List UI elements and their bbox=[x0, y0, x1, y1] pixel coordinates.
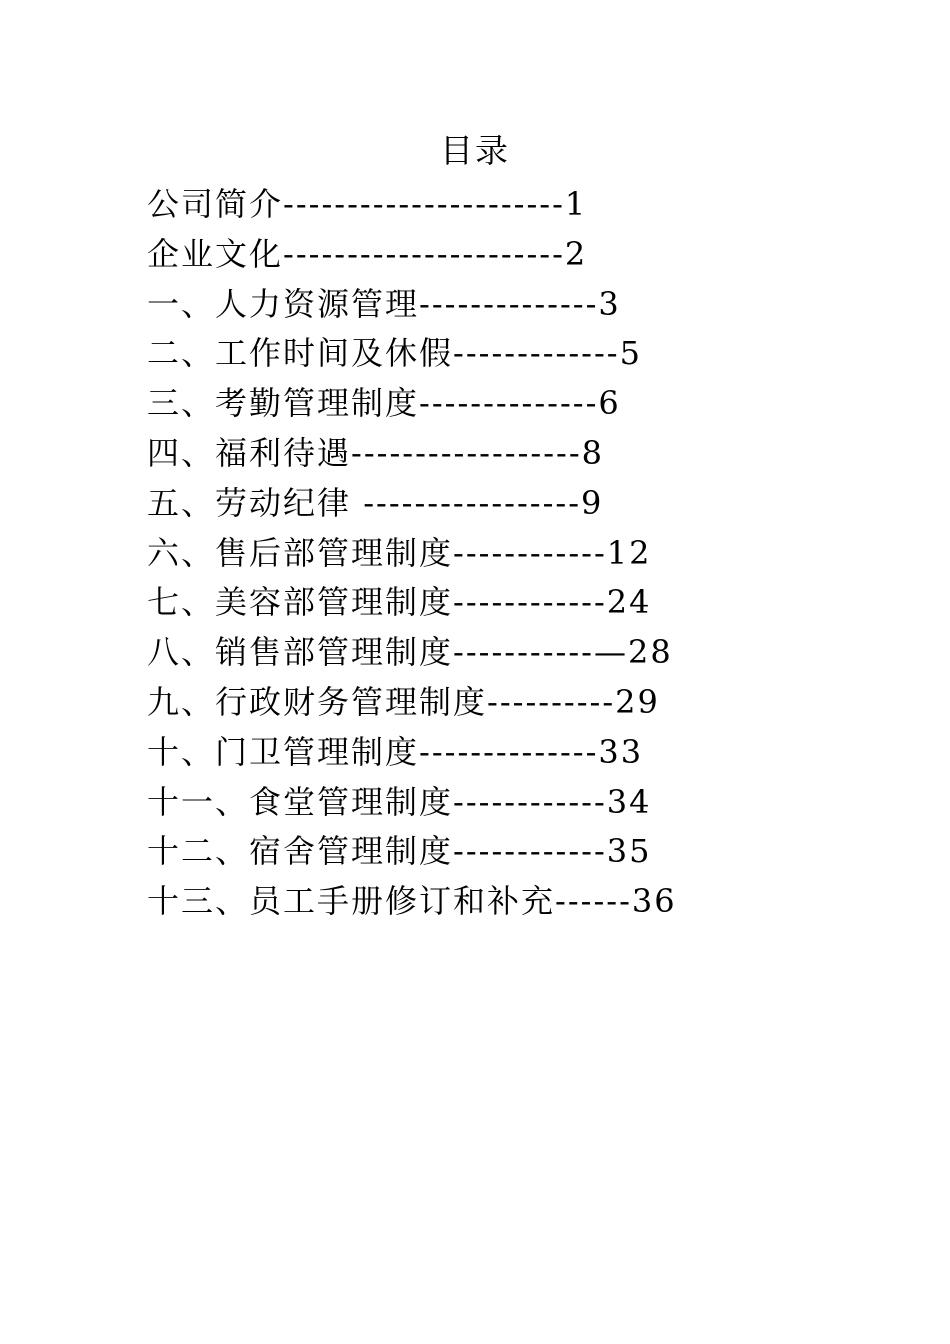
toc-entry-label: 十二、宿舍管理制度 bbox=[147, 832, 454, 871]
toc-entry-page: 12 bbox=[606, 533, 652, 572]
toc-entry bbox=[147, 678, 707, 728]
toc-entry-label: 企业文化 bbox=[147, 234, 284, 273]
toc-entry-leader: ------------ bbox=[453, 583, 607, 622]
toc-entry-label: 二、工作时间及休假 bbox=[147, 334, 454, 373]
toc-entry-page: 1 bbox=[564, 185, 588, 223]
toc-entry-leader: -------------- bbox=[419, 384, 599, 423]
toc-entry-label: 一、人力资源管理 bbox=[147, 284, 420, 323]
toc-entry bbox=[147, 578, 707, 628]
toc-list bbox=[147, 180, 707, 927]
toc-entry-leader: ---------- bbox=[487, 682, 616, 721]
toc-entry-label: 三、考勤管理制度 bbox=[147, 384, 420, 423]
toc-entry-leader: ------------------ bbox=[351, 433, 582, 472]
toc-entry bbox=[147, 827, 707, 877]
toc-entry-label: 十一、食堂管理制度 bbox=[147, 782, 454, 821]
toc-entry bbox=[147, 379, 707, 429]
toc-entry-label: 八、销售部管理制度 bbox=[147, 633, 454, 672]
toc-entry-leader: ------ bbox=[555, 882, 632, 921]
toc-entry-label: 九、行政财务管理制度 bbox=[147, 682, 488, 721]
toc-entry-leader: ------------ bbox=[453, 832, 607, 871]
toc-entry bbox=[147, 280, 707, 330]
toc-entry-page: 6 bbox=[598, 384, 621, 423]
toc-entry-page: 24 bbox=[606, 583, 652, 622]
toc-entry-page: 2 bbox=[564, 234, 588, 273]
toc-entry bbox=[147, 329, 707, 379]
toc-entry-page: 9 bbox=[581, 483, 604, 522]
toc-entry-label: 六、售后部管理制度 bbox=[147, 533, 454, 572]
toc-entry-leader: ------------- bbox=[453, 334, 620, 373]
toc-entry-page: 34 bbox=[606, 782, 652, 821]
toc-entry-label: 十三、员工手册修订和补充 bbox=[147, 882, 556, 921]
toc-entry-label: 十、门卫管理制度 bbox=[147, 732, 420, 771]
toc-entry bbox=[147, 728, 707, 778]
toc-entry bbox=[147, 230, 707, 280]
toc-entry bbox=[147, 877, 707, 927]
toc-entry-page: 36 bbox=[631, 882, 677, 921]
toc-entry bbox=[147, 529, 707, 579]
toc-title: 目录 bbox=[440, 131, 510, 170]
toc-entry-label: 四、福利待遇 bbox=[147, 433, 352, 472]
toc-entry bbox=[147, 628, 707, 678]
toc-entry-leader: ---------------------- bbox=[283, 234, 565, 273]
toc-entry-page: 5 bbox=[619, 334, 642, 373]
toc-entry-leader: ------------ bbox=[453, 782, 607, 821]
toc-entry bbox=[147, 479, 707, 529]
toc-entry-leader: ----------------- bbox=[363, 483, 581, 522]
toc-entry-label: 五、劳动纪律 bbox=[147, 483, 364, 522]
toc-entry-page: 3 bbox=[598, 284, 621, 323]
toc-entry bbox=[147, 180, 707, 230]
toc-entry-label: 七、美容部管理制度 bbox=[147, 583, 454, 622]
toc-entry bbox=[147, 778, 707, 828]
toc-entry bbox=[147, 429, 707, 479]
toc-entry-label: 公司简介 bbox=[147, 185, 284, 223]
toc-entry-leader: -------------- bbox=[419, 732, 599, 771]
toc-entry-page: 8 bbox=[581, 433, 604, 472]
toc-entry-page: 35 bbox=[606, 832, 652, 871]
toc-entry-leader: ------------ bbox=[453, 533, 607, 572]
toc-entry-page: 28 bbox=[627, 633, 673, 672]
toc-entry-leader: -------------- bbox=[419, 284, 599, 323]
toc-entry-leader: ---------------------- bbox=[283, 185, 565, 223]
toc-entry-leader: -----------— bbox=[453, 633, 628, 672]
toc-entry-page: 33 bbox=[598, 732, 644, 771]
toc-entry-page: 29 bbox=[615, 682, 660, 721]
